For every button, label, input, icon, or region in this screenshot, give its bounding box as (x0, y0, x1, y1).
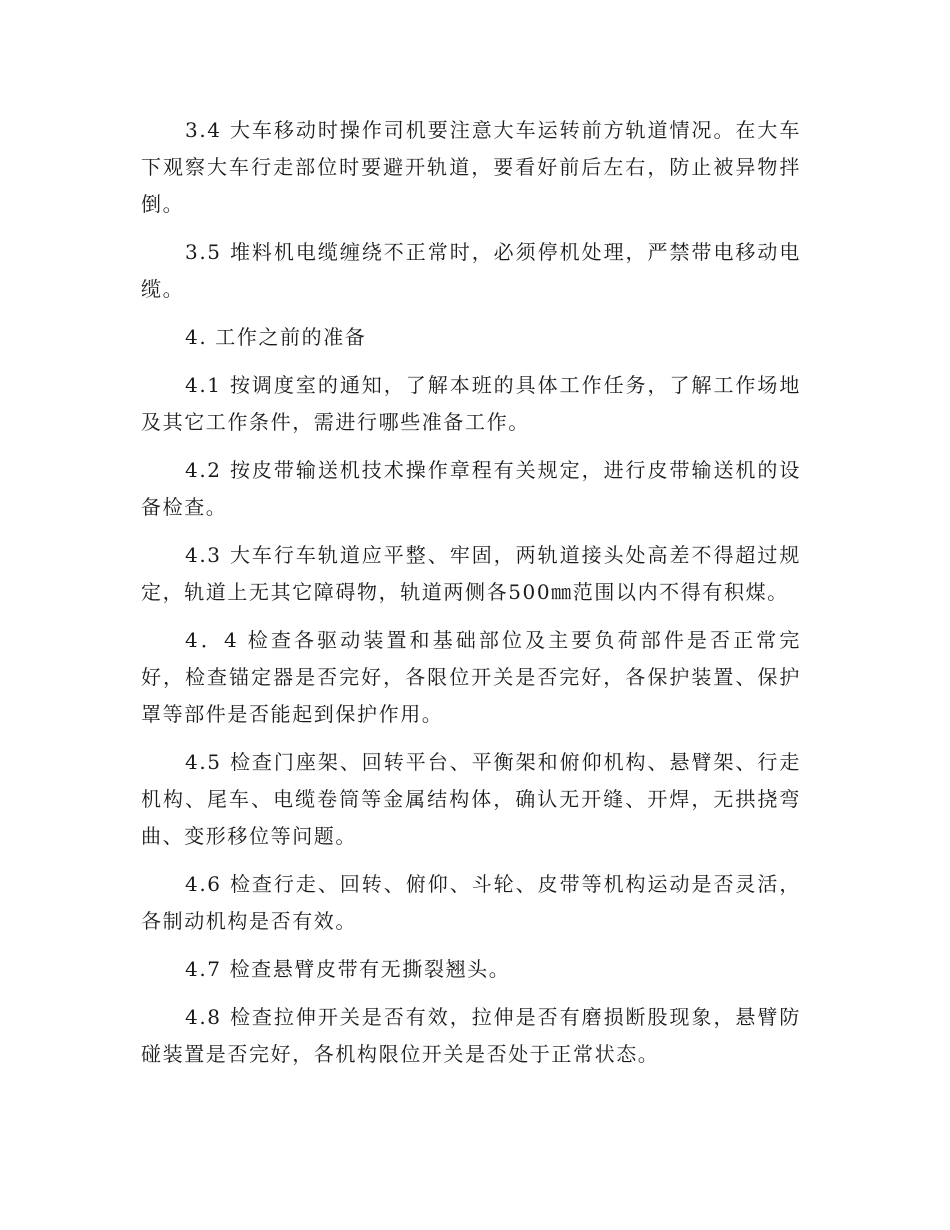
paragraph-4-4: 4．4 检查各驱动装置和基础部位及主要负荷部件是否正常完好，检查锚定器是否完好，各限位开关是否完好，各保护装置、保护罩等部件是否能起到保护作用。 (141, 628, 801, 726)
paragraph-4-1: 4.1 按调度室的通知，了解本班的具体工作任务，了解工作场地及其它工作条件，需进行哪些准备工作。 (141, 373, 801, 434)
paragraph-3-5: 3.5 堆料机电缆缠绕不正常时，必须停机处理，严禁带电移动电缆。 (141, 240, 801, 301)
document-body (141, 112, 801, 1084)
paragraph-3-4: 3.4 大车移动时操作司机要注意大车运转前方轨道情况。在大车下观察大车行走部位时要避开轨道，要看好前后左右，防止被异物拌倒。 (141, 118, 801, 216)
paragraph-4-7: 4.7 检查悬臂皮带有无撕裂翘头。 (185, 957, 511, 981)
paragraph-4-6: 4.6 检查行走、回转、俯仰、斗轮、皮带等机构运动是否灵活，各制动机构是否有效。 (141, 872, 801, 933)
paragraph-4-5: 4.5 检查门座架、回转平台、平衡架和俯仰机构、悬臂架、行走机构、尾车、电缆卷筒等金属结构体，确认无开缝、开焊，无拱挠弯曲、变形移位等问题。 (141, 750, 801, 848)
section-heading-4: 4. 工作之前的准备 (185, 325, 367, 349)
paragraph-4-2: 4.2 按皮带输送机技术操作章程有关规定，进行皮带输送机的设备检查。 (141, 458, 801, 519)
paragraph-4-8: 4.8 检查拉伸开关是否有效，拉伸是否有磨损断股现象，悬臂防碰装置是否完好，各机构限位开关是否处于正常状态。 (141, 1005, 801, 1066)
paragraph-4-3: 4.3 大车行车轨道应平整、牢固，两轨道接头处高差不得超过规定，轨道上无其它障碍物，轨道两侧各500㎜范围以内不得有积煤。 (141, 543, 801, 604)
